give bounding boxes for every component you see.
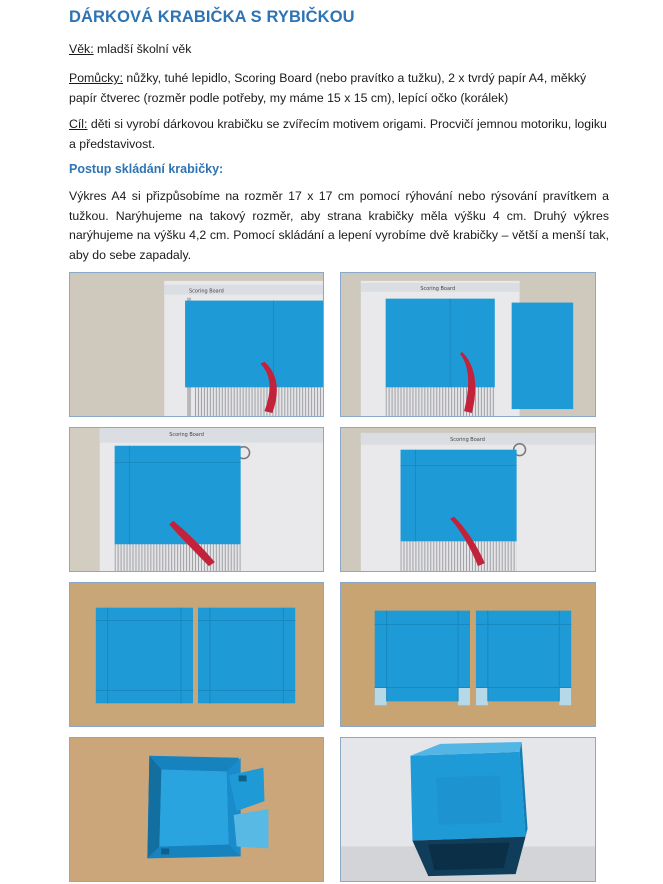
age-text: mladší školní věk: [93, 42, 192, 56]
tools-paragraph: [69, 69, 609, 108]
photo-folding-box: [69, 737, 324, 882]
board-label-2: Scoring Board: [420, 285, 456, 292]
board-label-1: Scoring Board: [189, 288, 224, 295]
board-label-4: Scoring Board: [450, 436, 485, 443]
photo-scoring-trimmed: [340, 272, 596, 417]
photo-two-scored-sheets: [69, 582, 324, 727]
tools-label: Pomůcky:: [69, 71, 123, 85]
goal-paragraph: [69, 115, 609, 154]
procedure-heading: Postup skládání krabičky:: [69, 162, 224, 176]
age-line: [69, 40, 609, 60]
procedure-paragraph: Výkres A4 si přizpůsobíme na rozměr 17 x 17 cm pomocí rýhování nebo rýsování pravítkem a tužkou. Narýhujeme na takový rozměr, aby strana krabičky měla výšku 4 cm. Druhý výkres narýhujeme na výšku 4,2 cm. Pomocí skládání a lepení vyrobíme dvě krabičky – větší a menší tak, aby do sebe zapadaly.: [69, 189, 609, 262]
goal-label: Cíl:: [69, 117, 88, 131]
tools-text: nůžky, tuhé lepidlo, Scoring Board (nebo pravítko a tužku), 2 x tvrdý papír A4, měkký papír čtverec (rozměr podle potřeby, my máme 15 x 15 cm), lepící očko (korálek): [69, 71, 587, 105]
document-title: DÁRKOVÁ KRABIČKA S RYBIČKOU: [69, 8, 355, 26]
goal-text: děti si vyrobí dárkovou krabičku se zvířecím motivem origami. Procvičí jemnou motoriku, logiku a představivost.: [69, 117, 607, 151]
photo-finished-box: [340, 737, 596, 882]
board-label-3: Scoring Board: [169, 431, 204, 438]
photo-scoring-rotated: [69, 427, 324, 572]
age-label: Věk:: [69, 42, 94, 56]
photo-scoring-first-fold: [69, 272, 324, 417]
photo-cut-tabs: [340, 582, 596, 727]
photo-scoring-final: [340, 427, 596, 572]
